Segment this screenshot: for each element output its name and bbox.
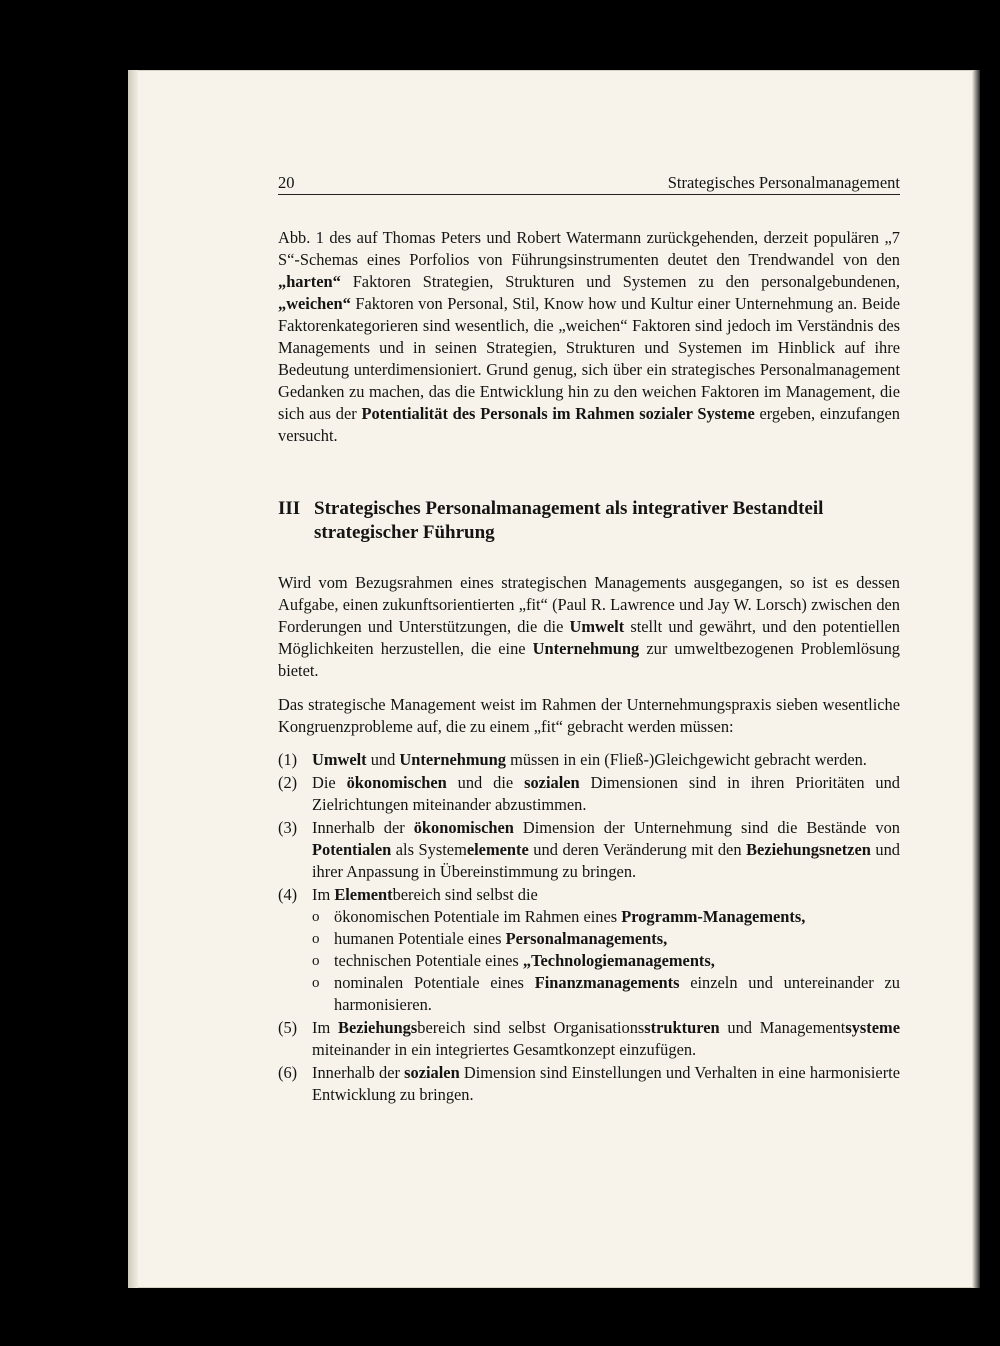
page-gutter xyxy=(128,70,138,1288)
list-text: Innerhalb der ökonomischen Dimension der Unternehmung sind die Bestände von Potentialen als Systemelemente und deren Veränderung mit den Beziehungsnetzen und ihrer Anpassung in Übereinstimmung zu bringen. xyxy=(312,818,900,881)
paragraph: Wird vom Bezugsrahmen eines strategischen Managements ausgegangen, so ist es dessen Aufgabe, einen zukunftsorientierten „fit“ (Paul R. Lawrence und Jay W. Lorsch) zwischen den Forderungen und Unterstützungen, die die Umwelt stellt und gewährt, und den potentiellen Möglichkeiten herzustellen, die eine Unternehmung zur umweltbezogenen Problemlösung bietet. xyxy=(278,573,901,680)
list-number: (2) xyxy=(278,773,298,792)
list-item xyxy=(278,772,900,816)
list-text: Innerhalb der sozialen Dimension sind Einstellungen und Verhalten in eine harmonisierte Entwicklung zu bringen. xyxy=(312,1063,900,1104)
running-header xyxy=(278,160,900,195)
list-item xyxy=(278,1062,900,1106)
page-content xyxy=(278,160,900,1107)
section-heading xyxy=(278,497,900,545)
running-title: Strategisches Personalmanagement xyxy=(667,173,900,192)
circle-bullet-icon: o xyxy=(312,931,320,947)
sub-list-item: o humanen Potentiale eines Personalmanagements, xyxy=(312,929,668,948)
list-number: (1) xyxy=(278,750,298,769)
list-item xyxy=(278,749,900,771)
circle-bullet-icon: o xyxy=(312,909,320,925)
page-edge xyxy=(972,70,980,1288)
list-number: (5) xyxy=(278,1018,298,1037)
circle-bullet-icon: o xyxy=(312,975,320,991)
list-number: (4) xyxy=(278,885,298,904)
list-number: (6) xyxy=(278,1063,298,1082)
list-number: (3) xyxy=(278,818,298,837)
paragraph: Das strategische Management weist im Rahmen der Unternehmungspraxis sieben wesentliche Kongruenzprobleme auf, die zu einem „fit“ gebracht werden müssen: xyxy=(278,695,900,736)
list-item xyxy=(278,817,900,883)
sub-list-item: o nominalen Potentiale eines Finanzmanagements einzeln und untereinander zu harmonisieren. xyxy=(312,973,900,1014)
list-text: Umwelt und Unternehmung müssen in ein (Fließ-)Gleichgewicht gebracht werden. xyxy=(312,750,867,769)
list-item xyxy=(278,1017,900,1061)
circle-bullet-icon: o xyxy=(312,953,320,969)
section-number: III xyxy=(278,498,301,519)
list-text: Die ökonomischen und die sozialen Dimensionen sind in ihren Prioritäten und Zielrichtungen miteinander abzustimmen. xyxy=(312,773,901,814)
sub-list-item: o technischen Potentiale eines „Technologiemanagements, xyxy=(312,951,715,970)
list-text: Im Beziehungsbereich sind selbst Organisationsstrukturen und Managementsysteme miteinander in ein integriertes Gesamtkonzept einzufügen. xyxy=(312,1018,900,1059)
list-item xyxy=(278,884,900,1016)
intro-paragraph: Abb. 1 des auf Thomas Peters und Robert Watermann zurückgehenden, derzeit populären „7 S“-Schemas eines Porfolios von Führungsinstrumenten deutet den Trendwandel von den „harten“ Faktoren Strategien, Strukturen und Systemen zu den personalgebundenen, „weichen“ Faktoren von Personal, Stil, Know how und Kultur einer Unternehmung an. Beide Faktorenkategorieren sind wesentlich, die „weichen“ Faktoren sind jedoch im Verständnis des Managements und in seinen Strategien, Strukturen und Systemen im Hinblick auf ihre Bedeutung unterdimensioniert. Grund genug, sich über ein strategisches Personalmanagement Gedanken zu machen, das die Entwicklung hin zu den weichen Faktoren im Management, die sich aus der Potentialität des Personals im Rahmen sozialer Systeme ergeben, einzufangen versucht. xyxy=(278,228,900,445)
list-text: Im Elementbereich sind selbst die o ökonomischen Potentiale im Rahmen eines Programm-Managements, o humanen Potentiale eines Personalmanagements, o technischen Potentiale eines „Technologiemanagements, o nominalen Potentiale eines Finanzmanagements einzeln und untereinander zu harmonisieren. xyxy=(312,885,900,1014)
section-title: Strategisches Personalmanagement als integrativer Bestandteil strategischer Führung xyxy=(314,498,824,543)
sub-list xyxy=(312,906,900,1016)
page-number: 20 xyxy=(278,173,295,192)
congruence-list xyxy=(278,749,900,1106)
sub-list-item: o ökonomischen Potentiale im Rahmen eines Programm-Managements, xyxy=(312,907,806,926)
